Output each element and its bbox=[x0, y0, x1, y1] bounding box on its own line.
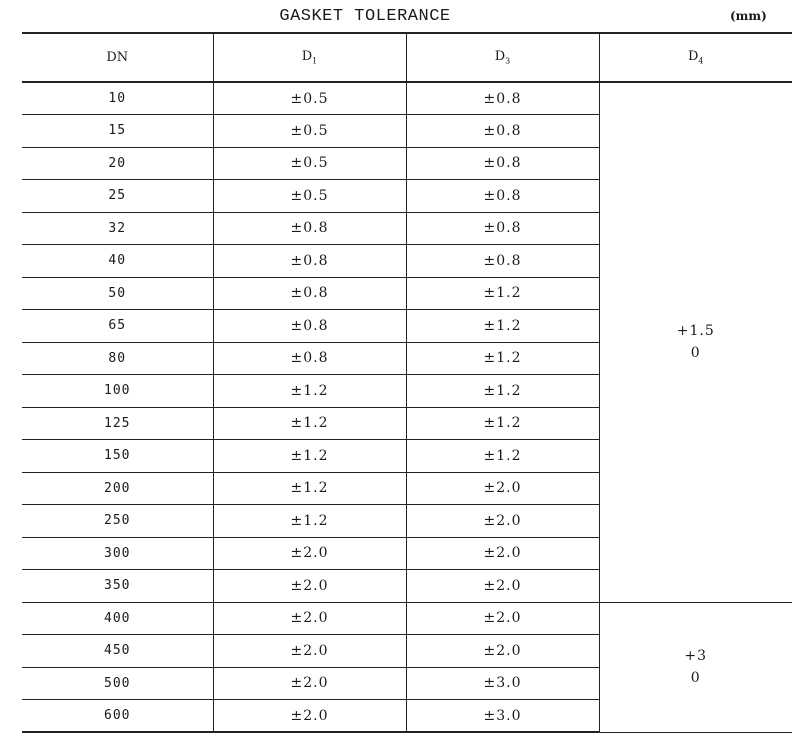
dn-cell: 10 bbox=[22, 82, 213, 115]
d3-cell: ±2.0 bbox=[406, 472, 599, 505]
d3-cell: ±1.2 bbox=[406, 375, 599, 408]
d3-cell: ±3.0 bbox=[406, 667, 599, 700]
d3-cell: ±2.0 bbox=[406, 635, 599, 668]
dn-cell: 65 bbox=[22, 310, 213, 343]
d3-cell: ±0.8 bbox=[406, 245, 599, 278]
d4-upper-tolerance: +3 bbox=[684, 648, 708, 664]
dn-cell: 50 bbox=[22, 277, 213, 310]
header-d3 bbox=[406, 33, 599, 82]
d1-cell: ±1.2 bbox=[213, 505, 406, 538]
header-d1 bbox=[213, 33, 406, 82]
d3-cell: ±0.8 bbox=[406, 180, 599, 213]
header-d3-label: D bbox=[494, 49, 506, 65]
d1-cell: ±2.0 bbox=[213, 537, 406, 570]
d4-lower-tolerance: 0 bbox=[690, 345, 701, 362]
dn-cell: 25 bbox=[22, 180, 213, 213]
d3-cell: ±1.2 bbox=[406, 310, 599, 343]
header-d3-subscript: 3 bbox=[505, 56, 511, 66]
header-dn: DN bbox=[22, 33, 213, 82]
dn-cell: 80 bbox=[22, 342, 213, 375]
unit-label: (mm) bbox=[730, 9, 767, 23]
table-row bbox=[22, 602, 792, 635]
header-d1-label: D bbox=[301, 49, 313, 65]
d4-group-cell bbox=[599, 602, 792, 732]
d1-cell: ±2.0 bbox=[213, 700, 406, 733]
header-d4 bbox=[599, 33, 792, 82]
d1-cell: ±1.2 bbox=[213, 407, 406, 440]
d4-upper-tolerance: +1.5 bbox=[676, 323, 715, 340]
dn-cell: 350 bbox=[22, 570, 213, 603]
d3-cell: ±2.0 bbox=[406, 537, 599, 570]
d1-cell: ±0.8 bbox=[213, 245, 406, 278]
d1-cell: ±2.0 bbox=[213, 667, 406, 700]
dn-cell: 40 bbox=[22, 245, 213, 278]
d3-cell: ±0.8 bbox=[406, 212, 599, 245]
d1-cell: ±2.0 bbox=[213, 602, 406, 635]
dn-cell: 600 bbox=[22, 700, 213, 733]
d1-cell: ±0.8 bbox=[213, 212, 406, 245]
d3-cell: ±2.0 bbox=[406, 602, 599, 635]
d3-cell: ±0.8 bbox=[406, 147, 599, 180]
d1-cell: ±2.0 bbox=[213, 635, 406, 668]
dn-cell: 300 bbox=[22, 537, 213, 570]
d3-cell: ±1.2 bbox=[406, 407, 599, 440]
d1-cell: ±0.8 bbox=[213, 342, 406, 375]
d4-group-cell bbox=[599, 82, 792, 602]
header-row bbox=[22, 33, 792, 82]
d1-cell: ±1.2 bbox=[213, 472, 406, 505]
d3-cell: ±3.0 bbox=[406, 700, 599, 733]
header-d1-subscript: 1 bbox=[312, 56, 318, 66]
dn-cell: 150 bbox=[22, 440, 213, 473]
d1-cell: ±1.2 bbox=[213, 375, 406, 408]
d3-cell: ±0.8 bbox=[406, 82, 599, 115]
d3-cell: ±1.2 bbox=[406, 342, 599, 375]
dn-cell: 500 bbox=[22, 667, 213, 700]
header-d4-label: D bbox=[687, 49, 699, 65]
d3-cell: ±0.8 bbox=[406, 115, 599, 148]
d1-cell: ±1.2 bbox=[213, 440, 406, 473]
d3-cell: ±2.0 bbox=[406, 570, 599, 603]
d1-cell: ±0.5 bbox=[213, 115, 406, 148]
dn-cell: 250 bbox=[22, 505, 213, 538]
dn-cell: 100 bbox=[22, 375, 213, 408]
tolerance-table bbox=[22, 32, 792, 733]
dn-cell: 20 bbox=[22, 147, 213, 180]
dn-cell: 32 bbox=[22, 212, 213, 245]
dn-cell: 125 bbox=[22, 407, 213, 440]
dn-cell: 200 bbox=[22, 472, 213, 505]
d3-cell: ±1.2 bbox=[406, 440, 599, 473]
table-row bbox=[22, 82, 792, 115]
d3-cell: ±2.0 bbox=[406, 505, 599, 538]
d1-cell: ±0.8 bbox=[213, 277, 406, 310]
d1-cell: ±0.8 bbox=[213, 310, 406, 343]
d3-cell: ±1.2 bbox=[406, 277, 599, 310]
header-d4-subscript: 4 bbox=[698, 56, 704, 66]
d1-cell: ±0.5 bbox=[213, 180, 406, 213]
d4-lower-tolerance: 0 bbox=[690, 670, 701, 686]
dn-cell: 15 bbox=[22, 115, 213, 148]
d1-cell: ±0.5 bbox=[213, 82, 406, 115]
d1-cell: ±2.0 bbox=[213, 570, 406, 603]
dn-cell: 450 bbox=[22, 635, 213, 668]
d1-cell: ±0.5 bbox=[213, 147, 406, 180]
table-title: GASKET TOLERANCE bbox=[279, 7, 451, 26]
dn-cell: 400 bbox=[22, 602, 213, 635]
